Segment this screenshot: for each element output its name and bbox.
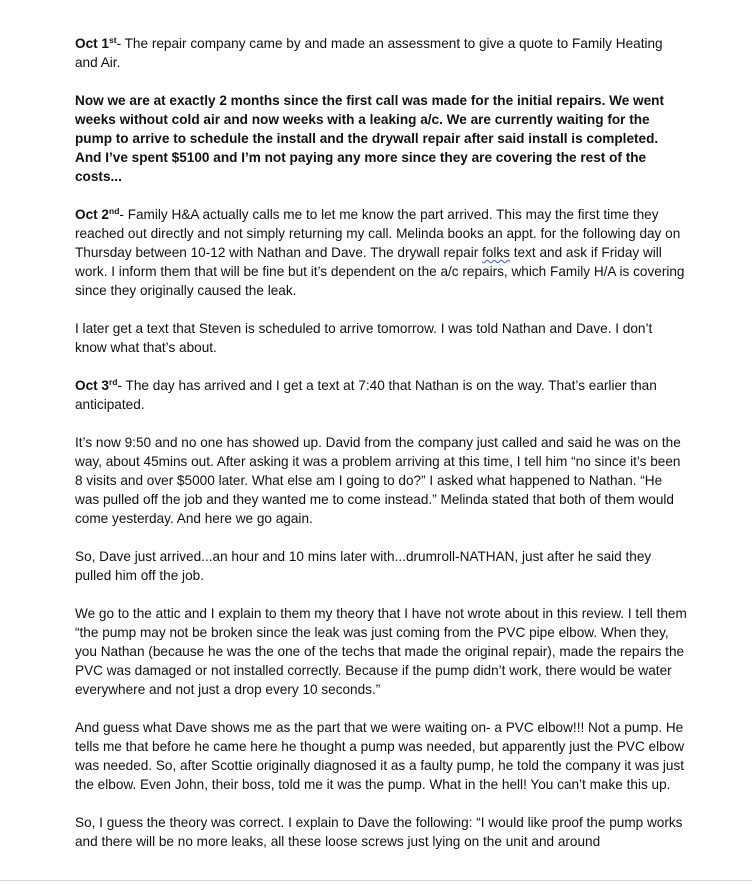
paragraph-oct-2-text-a: - Family H&A actually calls me to let me know the part arrived. This may the first time they reached out directly and not simply returning my call. Melinda books an appt. for the following day on Thursday between 10-12 with Nathan and Dave. The drywall repair: [75, 207, 681, 260]
paragraph-no-show: It’s now 9:50 and no one has showed up. David from the company just called and said he was on the way, about 45mins out. After asking it was a problem arriving at this time, I tell him “no since it’s been 8 visits and over $5000 later. What else am I going to do?” I asked what happened to Nathan. “He was pulled off the job and they wanted me to come instead.” Melinda stated that both of them would come yesterday. And here we go again.: [75, 435, 681, 526]
date-oct-3-main: Oct 3: [75, 378, 109, 393]
date-oct-3: [75, 378, 118, 393]
paragraph-oct-2: [75, 205, 687, 300]
paragraph-steven-text: I later get a text that Steven is scheduled to arrive tomorrow. I was told Nathan and Dave. I don’t know what that’s about.: [75, 321, 653, 355]
page-bottom-divider: [0, 880, 752, 881]
paragraph-oct-1: [75, 34, 687, 72]
date-oct-2: [75, 207, 119, 222]
date-oct-2-suffix: nd: [109, 206, 120, 216]
paragraph-pvc-elbow: And guess what Dave shows me as the part that we were waiting on- a PVC elbow!!! Not a pump. He tells me that before he came here he thought a pump was needed, but apparently just the PVC elbow was needed. So, after Scottie originally diagnosed it as a faulty pump, he told the company it was just the elbow. Even John, their boss, told me it was the pump. What in the hell! You can’t make this up.: [75, 720, 685, 792]
date-oct-1-suffix: st: [109, 35, 117, 45]
paragraph-theory-correct: So, I guess the theory was correct. I explain to Dave the following: “I would like proof the pump works and there will be no more leaks, all these loose screws just lying on the unit and around: [75, 815, 683, 849]
paragraph-oct-3-text: - The day has arrived and I get a text at 7:40 that Nathan is on the way. That’s earlier than anticipated.: [75, 378, 657, 412]
paragraph-oct-3: [75, 376, 687, 414]
date-oct-2-main: Oct 2: [75, 207, 109, 222]
spellcheck-flagged-word[interactable]: folks: [482, 245, 510, 260]
paragraph-oct-1-text: - The repair company came by and made an assessment to give a quote to Family Heating and Air.: [75, 36, 663, 70]
paragraph-attic-theory: We go to the attic and I explain to them my theory that I have not wrote about in this review. I tell them “the pump may not be broken since the leak was just coming from the PVC pipe elbow. When they, you Nathan (because he was the one of the techs that made the original repair), made the repairs the PVC was damaged or not installed correctly. Because if the pump didn’t work, there would be water everywhere and not just a drop every 10 seconds.”: [75, 606, 687, 697]
paragraph-two-months-summary: Now we are at exactly 2 months since the first call was made for the initial repairs. We went weeks without cold air and now weeks with a leaking a/c. We are currently waiting for the pump to arrive to schedule the install and the drywall repair after said install is completed. And I’ve spent $5100 and I’m not paying any more since they are covering the rest of the costs...: [75, 93, 665, 184]
date-oct-1-main: Oct 1: [75, 36, 109, 51]
date-oct-1: [75, 36, 117, 51]
document-page: [75, 34, 687, 870]
paragraph-dave-arrived: So, Dave just arrived...an hour and 10 mins later with...drumroll-NATHAN, just after he said they pulled him off the job.: [75, 549, 652, 583]
paragraph-oct-2-text-b: text and ask if Friday will work. I inform them that will be fine but it’s dependent on the a/c repairs, which Family H/A is covering since they originally caused the leak.: [75, 245, 685, 298]
date-oct-3-suffix: rd: [109, 377, 118, 387]
